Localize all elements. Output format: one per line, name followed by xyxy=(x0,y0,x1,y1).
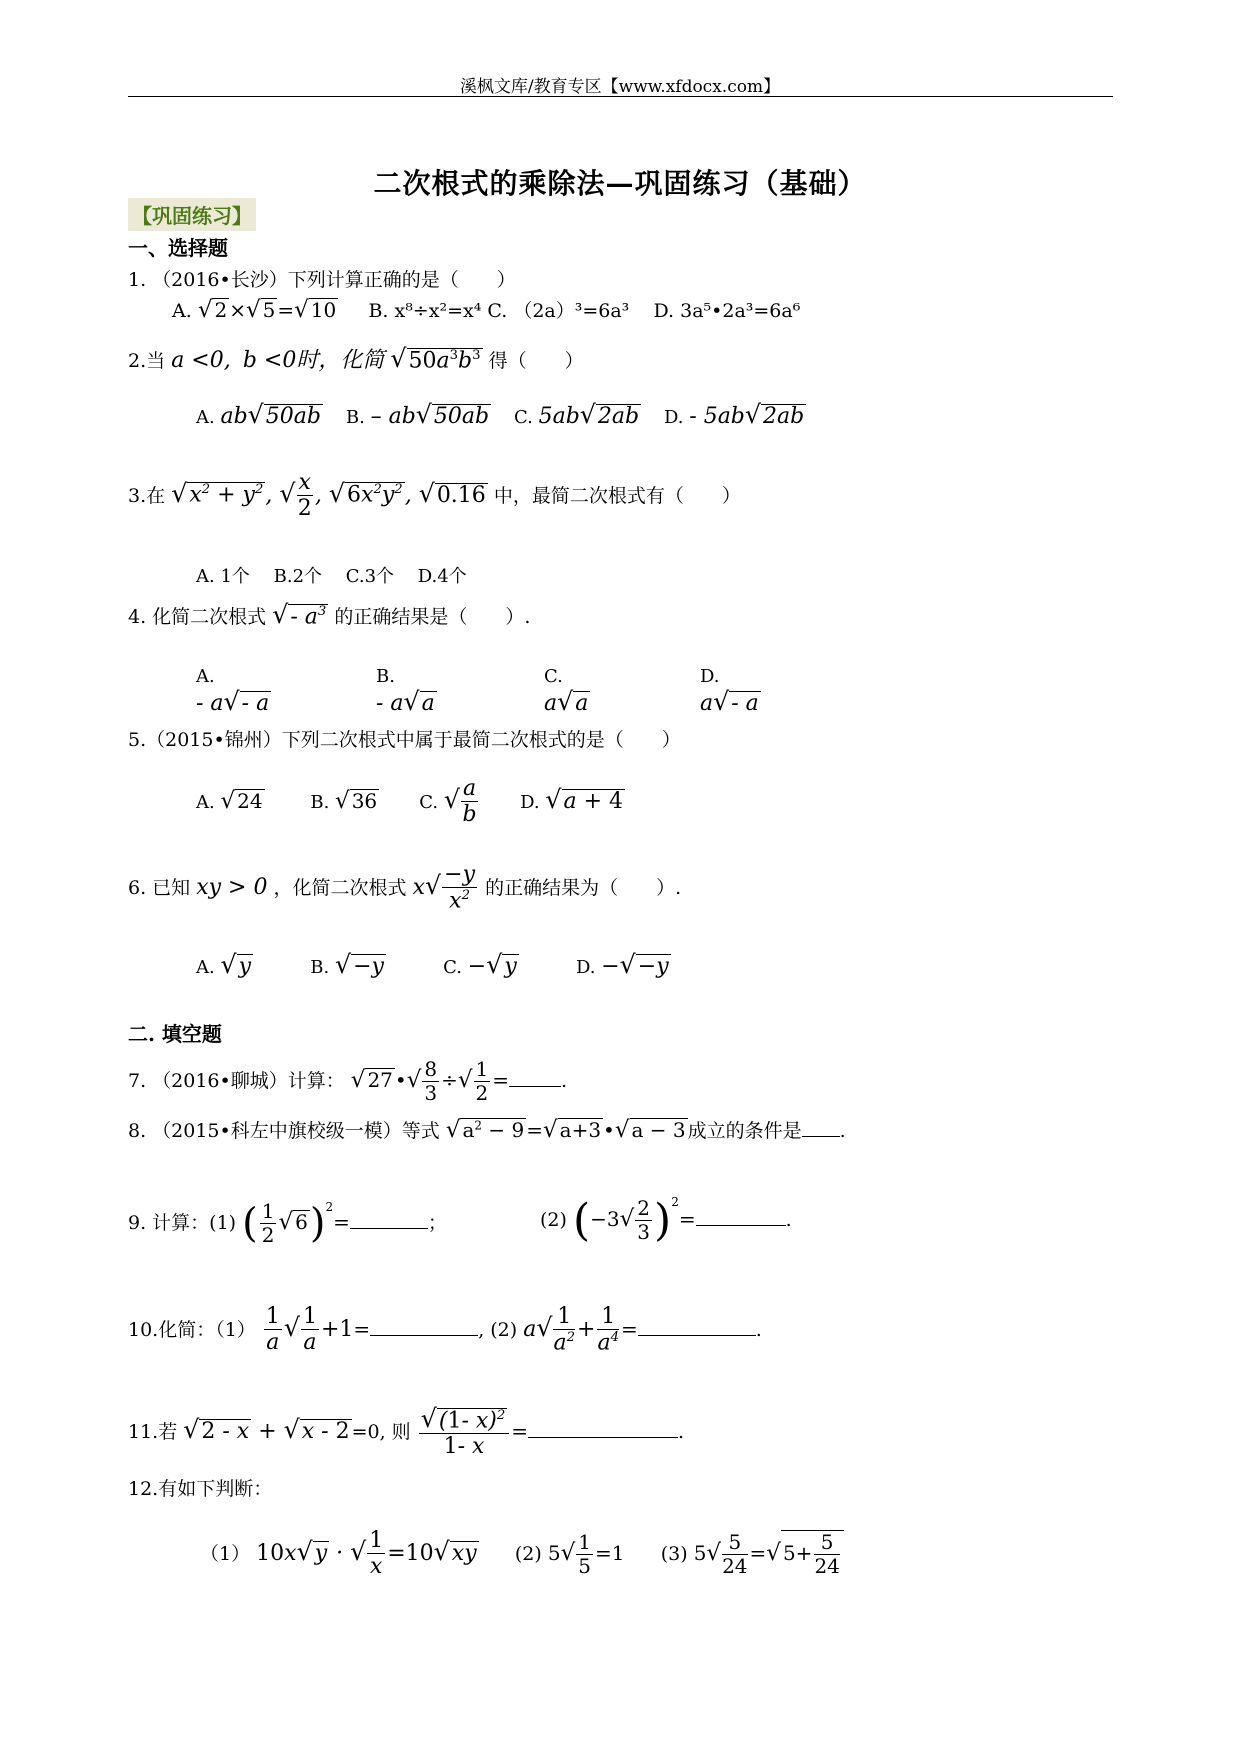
q2-stem-start: 2.当 xyxy=(128,350,166,372)
q6-option-d-label: D. xyxy=(575,957,596,978)
q5-option-d-formula: √a + 4 xyxy=(545,784,624,814)
q10-stem: 10.化简：（1） xyxy=(128,1318,256,1341)
q6-option-c-label: C. xyxy=(443,957,463,978)
q10-expression-2: a√ $\frac{1}{a^2}$ + $\frac{1}{a^4}$ xyxy=(523,1304,619,1356)
q6-stem-start: 6. 已知 xyxy=(128,876,191,899)
q4-option-b-label: B. xyxy=(376,666,395,687)
q2-condition-a: a <0, xyxy=(171,348,231,373)
q2-option-d-label: D. xyxy=(664,407,684,428)
q11-condition: √2 - x + √x - 2 xyxy=(183,1414,350,1444)
q2-option-b-label: B. xyxy=(345,407,365,428)
q6-stem-end: 的正确结果为（ ）. xyxy=(485,876,682,899)
q2-option-c-formula: 5ab√2ab xyxy=(538,400,640,429)
q4-option-a-formula: - a√- a xyxy=(196,687,270,716)
section-choice-heading: 一、选择题 xyxy=(128,236,228,260)
q12-item-2-formula: 5√ $\frac{1}{5}$ =1 xyxy=(547,1529,625,1578)
q6-expression: x√ $\frac{-y}{x^2}$ xyxy=(412,862,476,914)
q9-part2-label: (2) xyxy=(540,1209,567,1231)
q10-end: . xyxy=(755,1318,762,1341)
q9-mid: ； xyxy=(427,1212,447,1234)
question-6-stem xyxy=(128,862,681,914)
q7-stem: 7. （2016•聊城）计算： xyxy=(128,1070,345,1092)
q2-option-d-formula: - 5ab√2ab xyxy=(689,400,805,429)
question-5-stem: 5.（2015•锦州）下列二次根式中属于最简二次根式的是（ ） xyxy=(128,729,681,751)
q1-option-a-label: A. xyxy=(172,300,192,322)
question-12-stem: 12.有如下判断： xyxy=(128,1478,273,1500)
q4-expression: √- $a^3$ xyxy=(272,600,327,629)
q2-stem-end: 得（ ） xyxy=(488,350,584,372)
q7-expression: √ 27 •√ $\frac{8}{3}$ ÷√ $\frac{1}{2}$ = xyxy=(351,1068,561,1092)
q2-condition-b: b <0时，化简 xyxy=(242,348,385,373)
q7-end: . xyxy=(561,1070,568,1092)
q6-option-b-formula: √−y xyxy=(334,950,384,979)
q11-mid: =0, 则 xyxy=(351,1420,411,1443)
q5-option-b-label: B. xyxy=(310,791,330,813)
q11-expression: $\frac{√(1- x)^2}{1- x}$ xyxy=(417,1419,512,1444)
question-4-stem xyxy=(128,600,530,629)
q6-option-a-formula: √y xyxy=(220,950,252,979)
question-1-options xyxy=(172,296,800,323)
q2-option-a-formula: ab√50ab xyxy=(220,400,321,429)
section-fill-heading: 二. 填空题 xyxy=(128,1022,222,1046)
question-2-options xyxy=(196,400,806,429)
q10-expression-1: $\frac{1}{a}$ √ $\frac{1}{a}$ +1 xyxy=(265,1304,354,1356)
page-header: 溪枫文库/教育专区【www.xfdocx.com】 xyxy=(459,77,781,97)
q12-item-3-formula: 5√ $\frac{5}{24}$ =√ 5+ $\frac{5}{24}$ xyxy=(694,1541,844,1565)
question-6-options xyxy=(196,950,671,979)
q4-stem-start: 4. 化简二次根式 xyxy=(128,606,267,628)
section-tag: 【巩固练习】 xyxy=(128,198,256,231)
q5-option-b-formula: √ 36 xyxy=(335,787,378,814)
q5-option-a-label: A. xyxy=(196,791,215,813)
question-7 xyxy=(128,1058,567,1105)
q12-item-3-label: (3) xyxy=(660,1542,688,1565)
q12-item-2-label: (2) xyxy=(514,1542,542,1565)
q12-item-1-label: （1） xyxy=(200,1542,251,1565)
q2-expression: $√50a^3b^3$ xyxy=(390,344,481,373)
q9-stem: 9. 计算：(1) xyxy=(128,1212,237,1234)
q3-stem-start: 3.在 xyxy=(128,484,166,507)
question-8 xyxy=(128,1116,846,1143)
q2-option-b-formula: – ab√50ab xyxy=(370,400,490,429)
q6-option-b-label: B. xyxy=(310,957,330,978)
q1-option-b: B. x⁸÷x²=x⁴ xyxy=(368,300,482,322)
q5-option-d-label: D. xyxy=(520,791,540,813)
question-5-options xyxy=(196,776,625,828)
question-9-part-2 xyxy=(540,1195,792,1246)
q4-option-c-label: C. xyxy=(544,666,563,687)
q8-dot: . xyxy=(839,1120,846,1142)
question-2-stem xyxy=(128,343,584,374)
q2-option-a-label: A. xyxy=(196,407,215,428)
q8-end: 成立的条件是 xyxy=(687,1120,802,1142)
q5-option-c-formula: √ $\frac{a}{b}$ xyxy=(443,776,477,828)
q8-stem: 8. （2015•科左中旗校级一模）等式 xyxy=(128,1120,440,1142)
q1-option-c: C. （2a）³=6a³ xyxy=(487,300,630,322)
q9-end: . xyxy=(785,1209,792,1231)
q4-option-c-formula: a√a xyxy=(544,687,589,716)
q3-expressions: $√x^2 + y^2$, √ $\frac{x}{2}$ , $√6x^2y^2$, √0.16 xyxy=(171,470,486,522)
question-4-option-c xyxy=(544,666,590,716)
question-12-items xyxy=(200,1528,844,1580)
q12-item-1-formula: 10x√y · √ $\frac{1}{x}$ =10√xy xyxy=(256,1528,477,1580)
q6-option-d-formula: −√−y xyxy=(601,950,669,979)
page-title: 二次根式的乘除法—巩固练习（基础） xyxy=(373,167,867,200)
q4-stem-end: 的正确结果是（ ）. xyxy=(334,606,531,628)
q11-stem: 11.若 xyxy=(128,1420,178,1443)
q10-part2-label: , (2) xyxy=(478,1318,518,1341)
question-1-stem: 1. （2016•长沙）下列计算正确的是（ ） xyxy=(128,269,516,291)
question-4-option-d xyxy=(700,666,761,716)
question-3-options: A. 1个 B.2个 C.3个 D.4个 xyxy=(196,566,467,587)
q3-stem-end: 中，最简二次根式有（ ） xyxy=(493,484,741,507)
question-4-option-b xyxy=(376,666,437,716)
q2-option-c-label: C. xyxy=(514,407,533,428)
q4-option-a-label: A. xyxy=(196,666,215,687)
q5-option-c-label: C. xyxy=(419,791,439,813)
q1-option-a-formula: √ 2 ×√ 5 =√ 10 xyxy=(197,297,337,323)
q4-option-b-formula: - a√a xyxy=(376,687,435,716)
q5-option-a-formula: √ 24 xyxy=(220,787,263,814)
q1-option-d: D. 3a⁵•2a³=6a⁶ xyxy=(653,300,801,322)
header-rule xyxy=(128,96,1113,97)
q4-option-d-formula: a√- a xyxy=(700,687,759,716)
q6-stem-mid: ，化简二次根式 xyxy=(273,876,407,899)
q8-expression: √ $a^2 - 9$ =√ a+3 •√ a − 3 xyxy=(445,1117,686,1143)
question-9 xyxy=(128,1200,447,1247)
q9-expression-1: ( $\frac{1}{2}$ √ 6)$^2$= xyxy=(242,1210,428,1234)
q11-end: . xyxy=(678,1420,685,1443)
question-3-stem xyxy=(128,470,741,522)
q6-option-c-formula: −√y xyxy=(467,950,517,979)
q6-option-a-label: A. xyxy=(196,957,215,978)
q6-condition: xy > 0 xyxy=(196,874,268,900)
question-11: 11.若 √2 - x + √x - 2 =0, 则 $\frac{√(1- x)^2}{1- x}$ = . xyxy=(128,1404,685,1460)
q4-option-d-label: D. xyxy=(700,666,720,687)
question-4-options xyxy=(196,666,271,716)
question-10: 10.化简：（1） $\frac{1}{a}$ √ $\frac{1}{a}$ +1= , (2) a√ $\frac{1}{a^2}$ + $\frac{1}{a^4}$ = . xyxy=(128,1304,762,1356)
q9-expression-2: (−3√ $\frac{2}{3}$ )$^2$= xyxy=(573,1207,786,1231)
